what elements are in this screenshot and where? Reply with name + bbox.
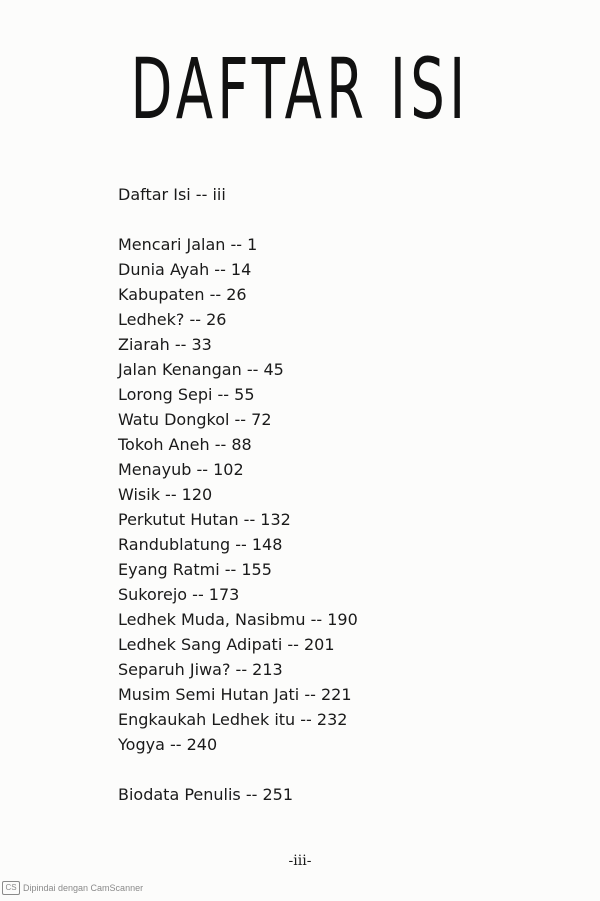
page-number: -iii- — [288, 853, 312, 869]
toc-entry: Wisik -- 120 — [118, 485, 213, 504]
toc-entry: Mencari Jalan -- 1 — [118, 235, 258, 254]
table-of-contents — [118, 182, 358, 807]
toc-entry: Ziarah -- 33 — [118, 335, 212, 354]
scanner-watermark — [2, 881, 143, 895]
toc-entry: Separuh Jiwa? -- 213 — [118, 660, 283, 679]
toc-entry: Ledhek Muda, Nasibmu -- 190 — [118, 610, 358, 629]
toc-entry: Randublatung -- 148 — [118, 535, 283, 554]
toc-entry: Perkutut Hutan -- 132 — [118, 510, 291, 529]
toc-entry: Yogya -- 240 — [118, 735, 218, 754]
toc-entry: Engkaukah Ledhek itu -- 232 — [118, 710, 348, 729]
toc-entry: Biodata Penulis -- 251 — [118, 785, 294, 804]
camscanner-logo-icon: CS — [2, 881, 20, 895]
toc-entry: Dunia Ayah -- 14 — [118, 260, 252, 279]
toc-entry: Kabupaten -- 26 — [118, 285, 247, 304]
toc-entry: Sukorejo -- 173 — [118, 585, 240, 604]
toc-entry: Watu Dongkol -- 72 — [118, 410, 272, 429]
toc-entry: Menayub -- 102 — [118, 460, 244, 479]
toc-entry: Eyang Ratmi -- 155 — [118, 560, 272, 579]
toc-entry: Daftar Isi -- iii — [118, 185, 226, 204]
toc-entry: Lorong Sepi -- 55 — [118, 385, 255, 404]
toc-entry: Ledhek Sang Adipati -- 201 — [118, 635, 335, 654]
toc-entry: Tokoh Aneh -- 88 — [118, 435, 252, 454]
page-title: DAFTAR ISI — [130, 40, 470, 138]
toc-entry: Musim Semi Hutan Jati -- 221 — [118, 685, 352, 704]
scanner-text: Dipindai dengan CamScanner — [23, 883, 144, 893]
toc-entry: Ledhek? -- 26 — [118, 310, 227, 329]
toc-entry: Jalan Kenangan -- 45 — [118, 360, 284, 379]
